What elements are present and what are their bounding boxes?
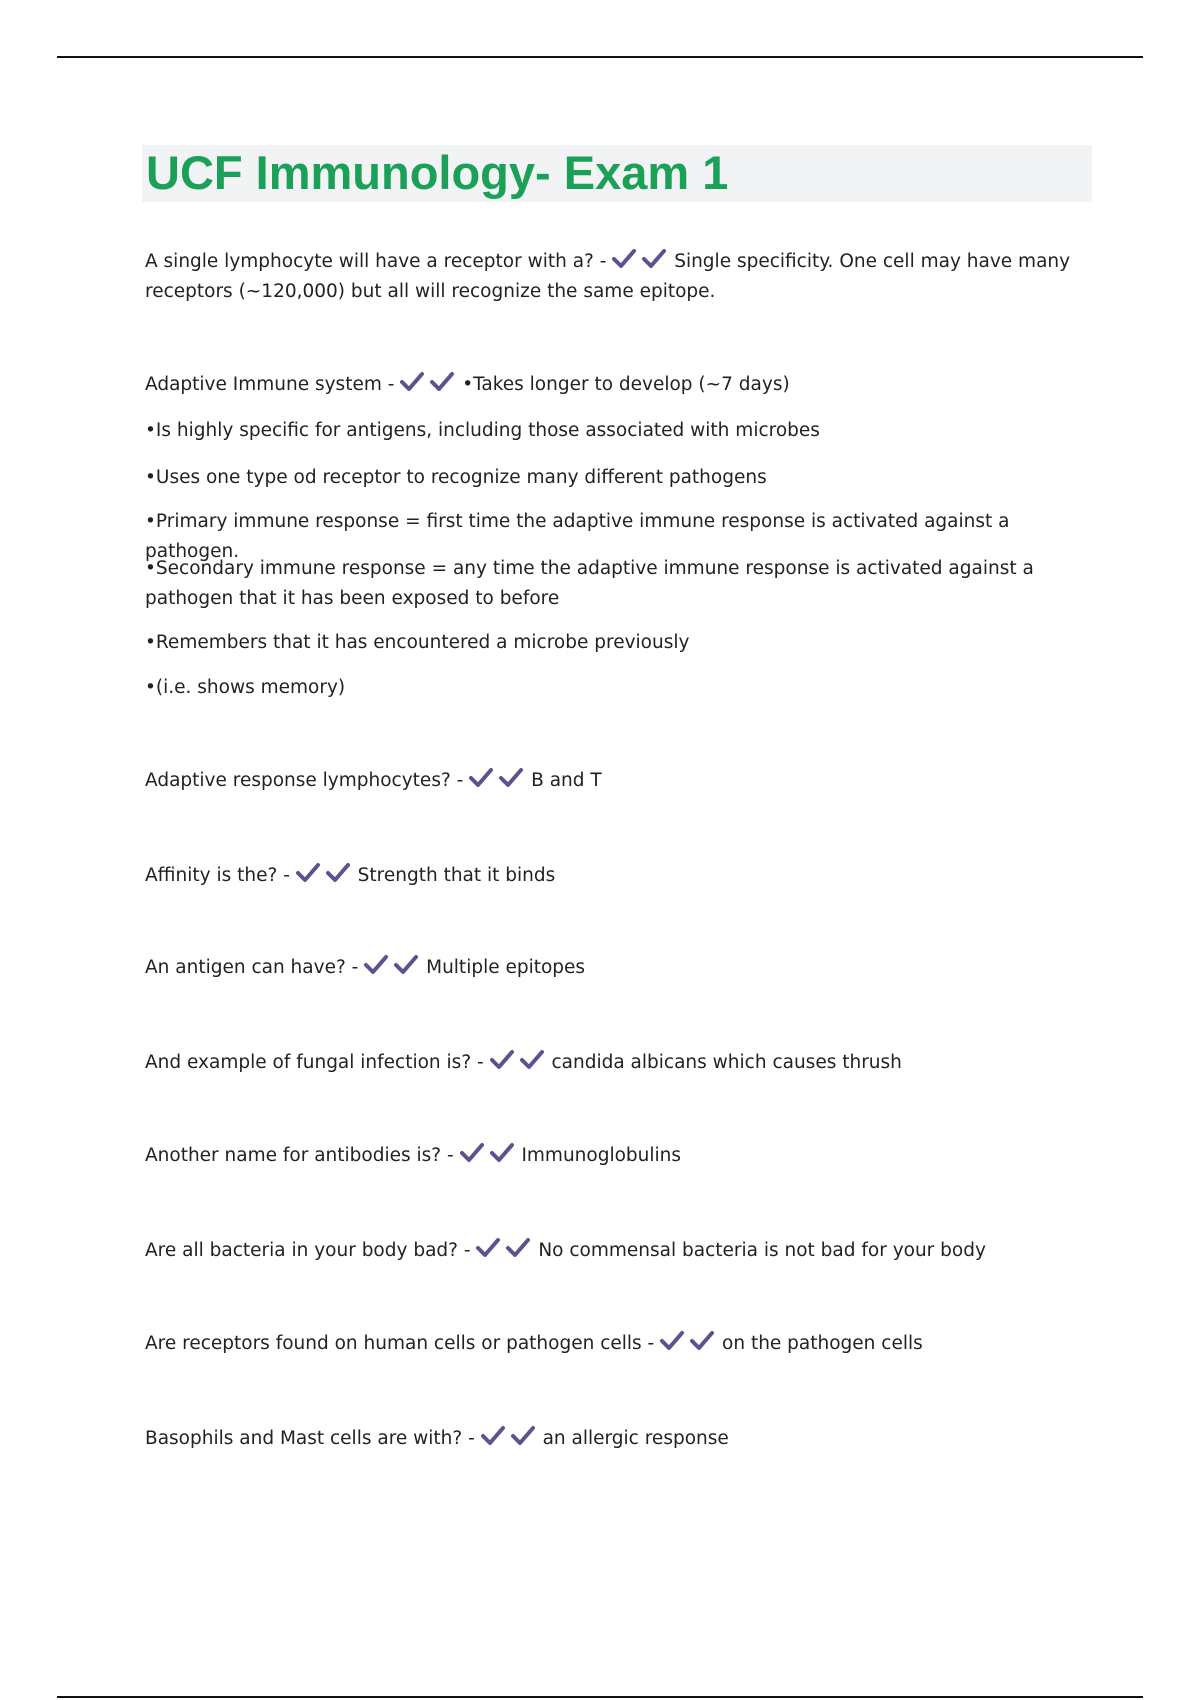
- entry-question: Are receptors found on human cells or pathogen cells -: [145, 1333, 655, 1354]
- double-check-icon: [612, 248, 668, 270]
- double-check-icon: [400, 371, 456, 393]
- double-check-icon: [296, 862, 352, 884]
- bullet-item: •Is highly specific for antigens, including those associated with microbes: [145, 420, 820, 441]
- double-check-icon: [364, 954, 420, 976]
- entry-answer: •Takes longer to develop (~7 days): [462, 374, 790, 395]
- entry-question: A single lymphocyte will have a receptor with a? -: [145, 251, 607, 272]
- double-check-icon: [460, 1142, 516, 1164]
- entry-9: [145, 1329, 1090, 1359]
- bullet-item: •Remembers that it has encountered a microbe previously: [145, 632, 690, 653]
- entry-question: Adaptive Immune system -: [145, 374, 395, 395]
- entry-question: Adaptive response lymphocytes? -: [145, 770, 464, 791]
- entry-answer: Immunoglobulins: [521, 1145, 682, 1166]
- entry-1: [145, 247, 1090, 307]
- entry-8: [145, 1236, 1090, 1266]
- entry-answer: Multiple epitopes: [426, 957, 586, 978]
- bullet-item: •Primary immune response = first time the adaptive immune response is activated against a pathogen.: [145, 511, 1010, 562]
- entry-answer: Strength that it binds: [357, 865, 556, 886]
- double-check-icon: [481, 1425, 537, 1447]
- entry-question: Another name for antibodies is? -: [145, 1145, 454, 1166]
- double-check-icon: [469, 767, 525, 789]
- entry-answer: Single specificity. One cell may have many receptors (~120,000) but all will recognize the same epitope.: [145, 251, 1071, 302]
- entry-question: Basophils and Mast cells are with? -: [145, 1428, 475, 1449]
- entry-6: [145, 1048, 1090, 1078]
- double-check-icon: [490, 1049, 546, 1071]
- entry-answer: candida albicans which causes thrush: [551, 1052, 902, 1073]
- double-check-icon: [476, 1237, 532, 1259]
- entry-3: [145, 766, 1090, 796]
- entry-4: [145, 861, 1090, 891]
- entry-answer: an allergic response: [542, 1428, 729, 1449]
- entry-question: And example of fungal infection is? -: [145, 1052, 484, 1073]
- entry-question: Are all bacteria in your body bad? -: [145, 1240, 471, 1261]
- entry-5: [145, 953, 1090, 983]
- double-check-icon: [660, 1330, 716, 1352]
- page-title: UCF Immunology- Exam 1: [146, 146, 729, 199]
- bullet-item: •Uses one type od receptor to recognize many different pathogens: [145, 467, 767, 488]
- top-rule: [57, 56, 1143, 58]
- bullet-item: •(i.e. shows memory): [145, 677, 346, 698]
- entry-answer: on the pathogen cells: [722, 1333, 923, 1354]
- entry-question: An antigen can have? -: [145, 957, 359, 978]
- entry-2: [145, 370, 1090, 400]
- entry-10: [145, 1424, 1090, 1454]
- entry-answer: B and T: [531, 770, 602, 791]
- entry-question: Affinity is the? -: [145, 865, 290, 886]
- entry-7: [145, 1141, 1090, 1171]
- bullet-item: •Secondary immune response = any time the adaptive immune response is activated against a pathogen that it has been exposed to before: [145, 558, 1034, 609]
- bottom-rule: [57, 1696, 1143, 1698]
- entry-answer: No commensal bacteria is not bad for your body: [538, 1240, 986, 1261]
